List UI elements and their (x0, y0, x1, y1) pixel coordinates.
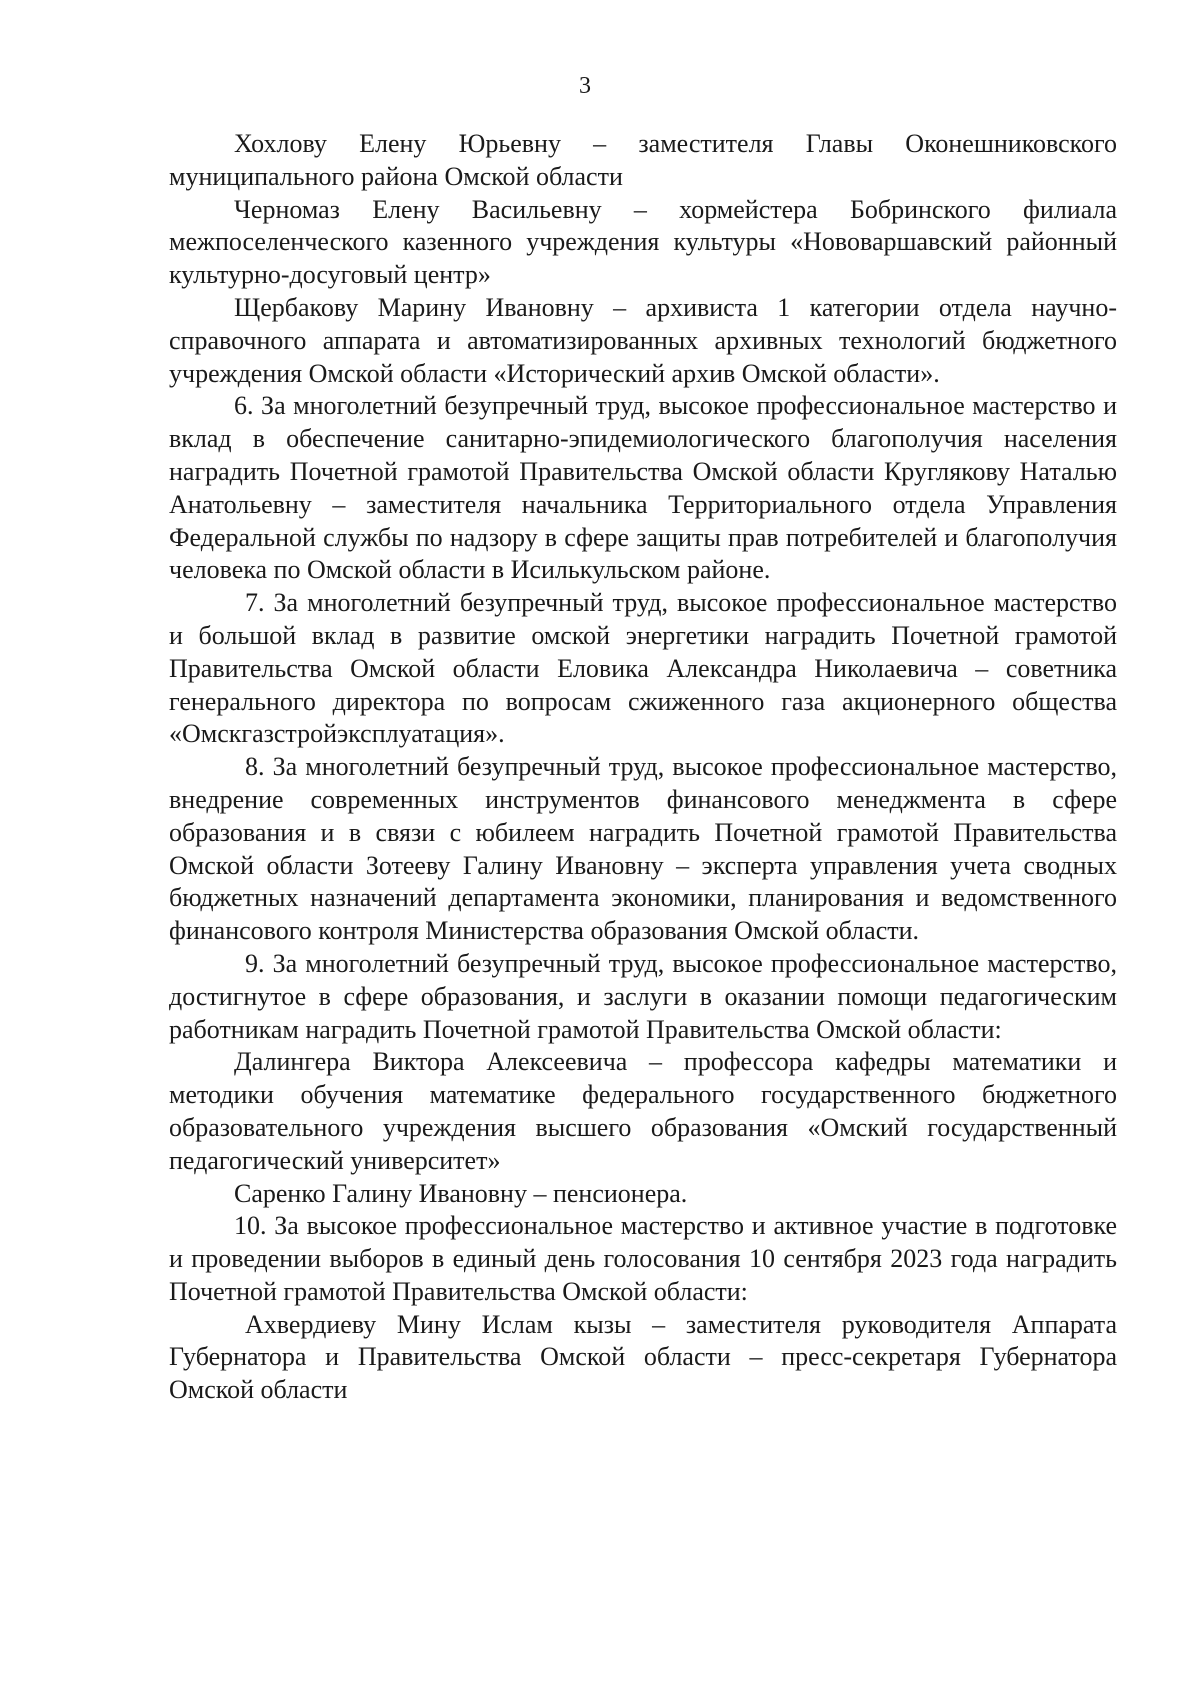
clause-10: 10. За высокое профессиональное мастерство и активное участие в подготовке и проведении выборов в единый день голосования 10 сентября 2023 года наградить Почетной грамотой Правительства Омской области: (169, 1211, 1117, 1306)
award-recipient-dalinger: Далингера Виктора Алексеевича – профессора кафедры математики и методики обучения математике федерального государственного бюджетного образовательного учреждения высшего образования «Омский государственный педагогический университет» (169, 1047, 1117, 1175)
award-recipient-chernomaz: Черномаз Елену Васильевну – хормейстера Бобринского филиала межпоселенческого казенного учреждения культуры «Нововаршавский районный культурно-досуговый центр» (169, 194, 1117, 290)
clause-6: 6. За многолетний безупречный труд, высокое профессиональное мастерство и вклад в обеспечение санитарно-эпидемиологического благополучия населения наградить Почетной грамотой Правительства Омской области Круглякову Наталью Анатольевну – заместителя начальника Территориального отдела Управления Федеральной службы по надзору в сфере защиты прав потребителей и благополучия человека по Омской области в Исилькульском районе. (169, 391, 1117, 585)
award-recipient-sarenko: Саренко Галину Ивановну – пенсионера. (234, 1178, 688, 1208)
award-recipient-shcherbakova: Щербакову Марину Ивановну – архивиста 1 категории отдела научно-справочного аппарата и автоматизированных архивных технологий бюджетного учреждения Омской области «Исторический архив Омской области». (169, 292, 1117, 388)
award-recipient-khokhlova: Хохлову Елену Юрьевну – заместителя Главы Оконешниковского муниципального района Омской области (169, 129, 1117, 191)
page-number: 3 (579, 73, 591, 99)
clause-9: 9. За многолетний безупречный труд, высокое профессиональное мастерство, достигнутое в сфере образования, и заслуги в оказании помощи педагогическим работникам наградить Почетной грамотой Правительства Омской области: (169, 948, 1117, 1044)
clause-7: 7. За многолетний безупречный труд, высокое профессиональное мастерство и большой вклад в развитие омской энергетики наградить Почетной грамотой Правительства Омской области Еловика Александра Николаевича – советника генерального директора по вопросам сжиженного газа акционерного общества «Омскгазстройэксплуатация». (169, 588, 1117, 749)
document-body (169, 128, 1117, 1407)
clause-8: 8. За многолетний безупречный труд, высокое профессиональное мастерство, внедрение современных инструментов финансового менеджмента в сфере образования и в связи с юбилеем наградить Почетной грамотой Правительства Омской области Зотееву Галину Ивановну – эксперта управления учета сводных бюджетных назначений департамента экономики, планирования и ведомственного финансового контроля Министерства образования Омской области. (169, 752, 1117, 946)
award-recipient-akhverdieva: Ахвердиеву Мину Ислам кызы – заместителя руководителя Аппарата Губернатора и Правительства Омской области – пресс-секретаря Губернатора Омской области (169, 1309, 1117, 1405)
